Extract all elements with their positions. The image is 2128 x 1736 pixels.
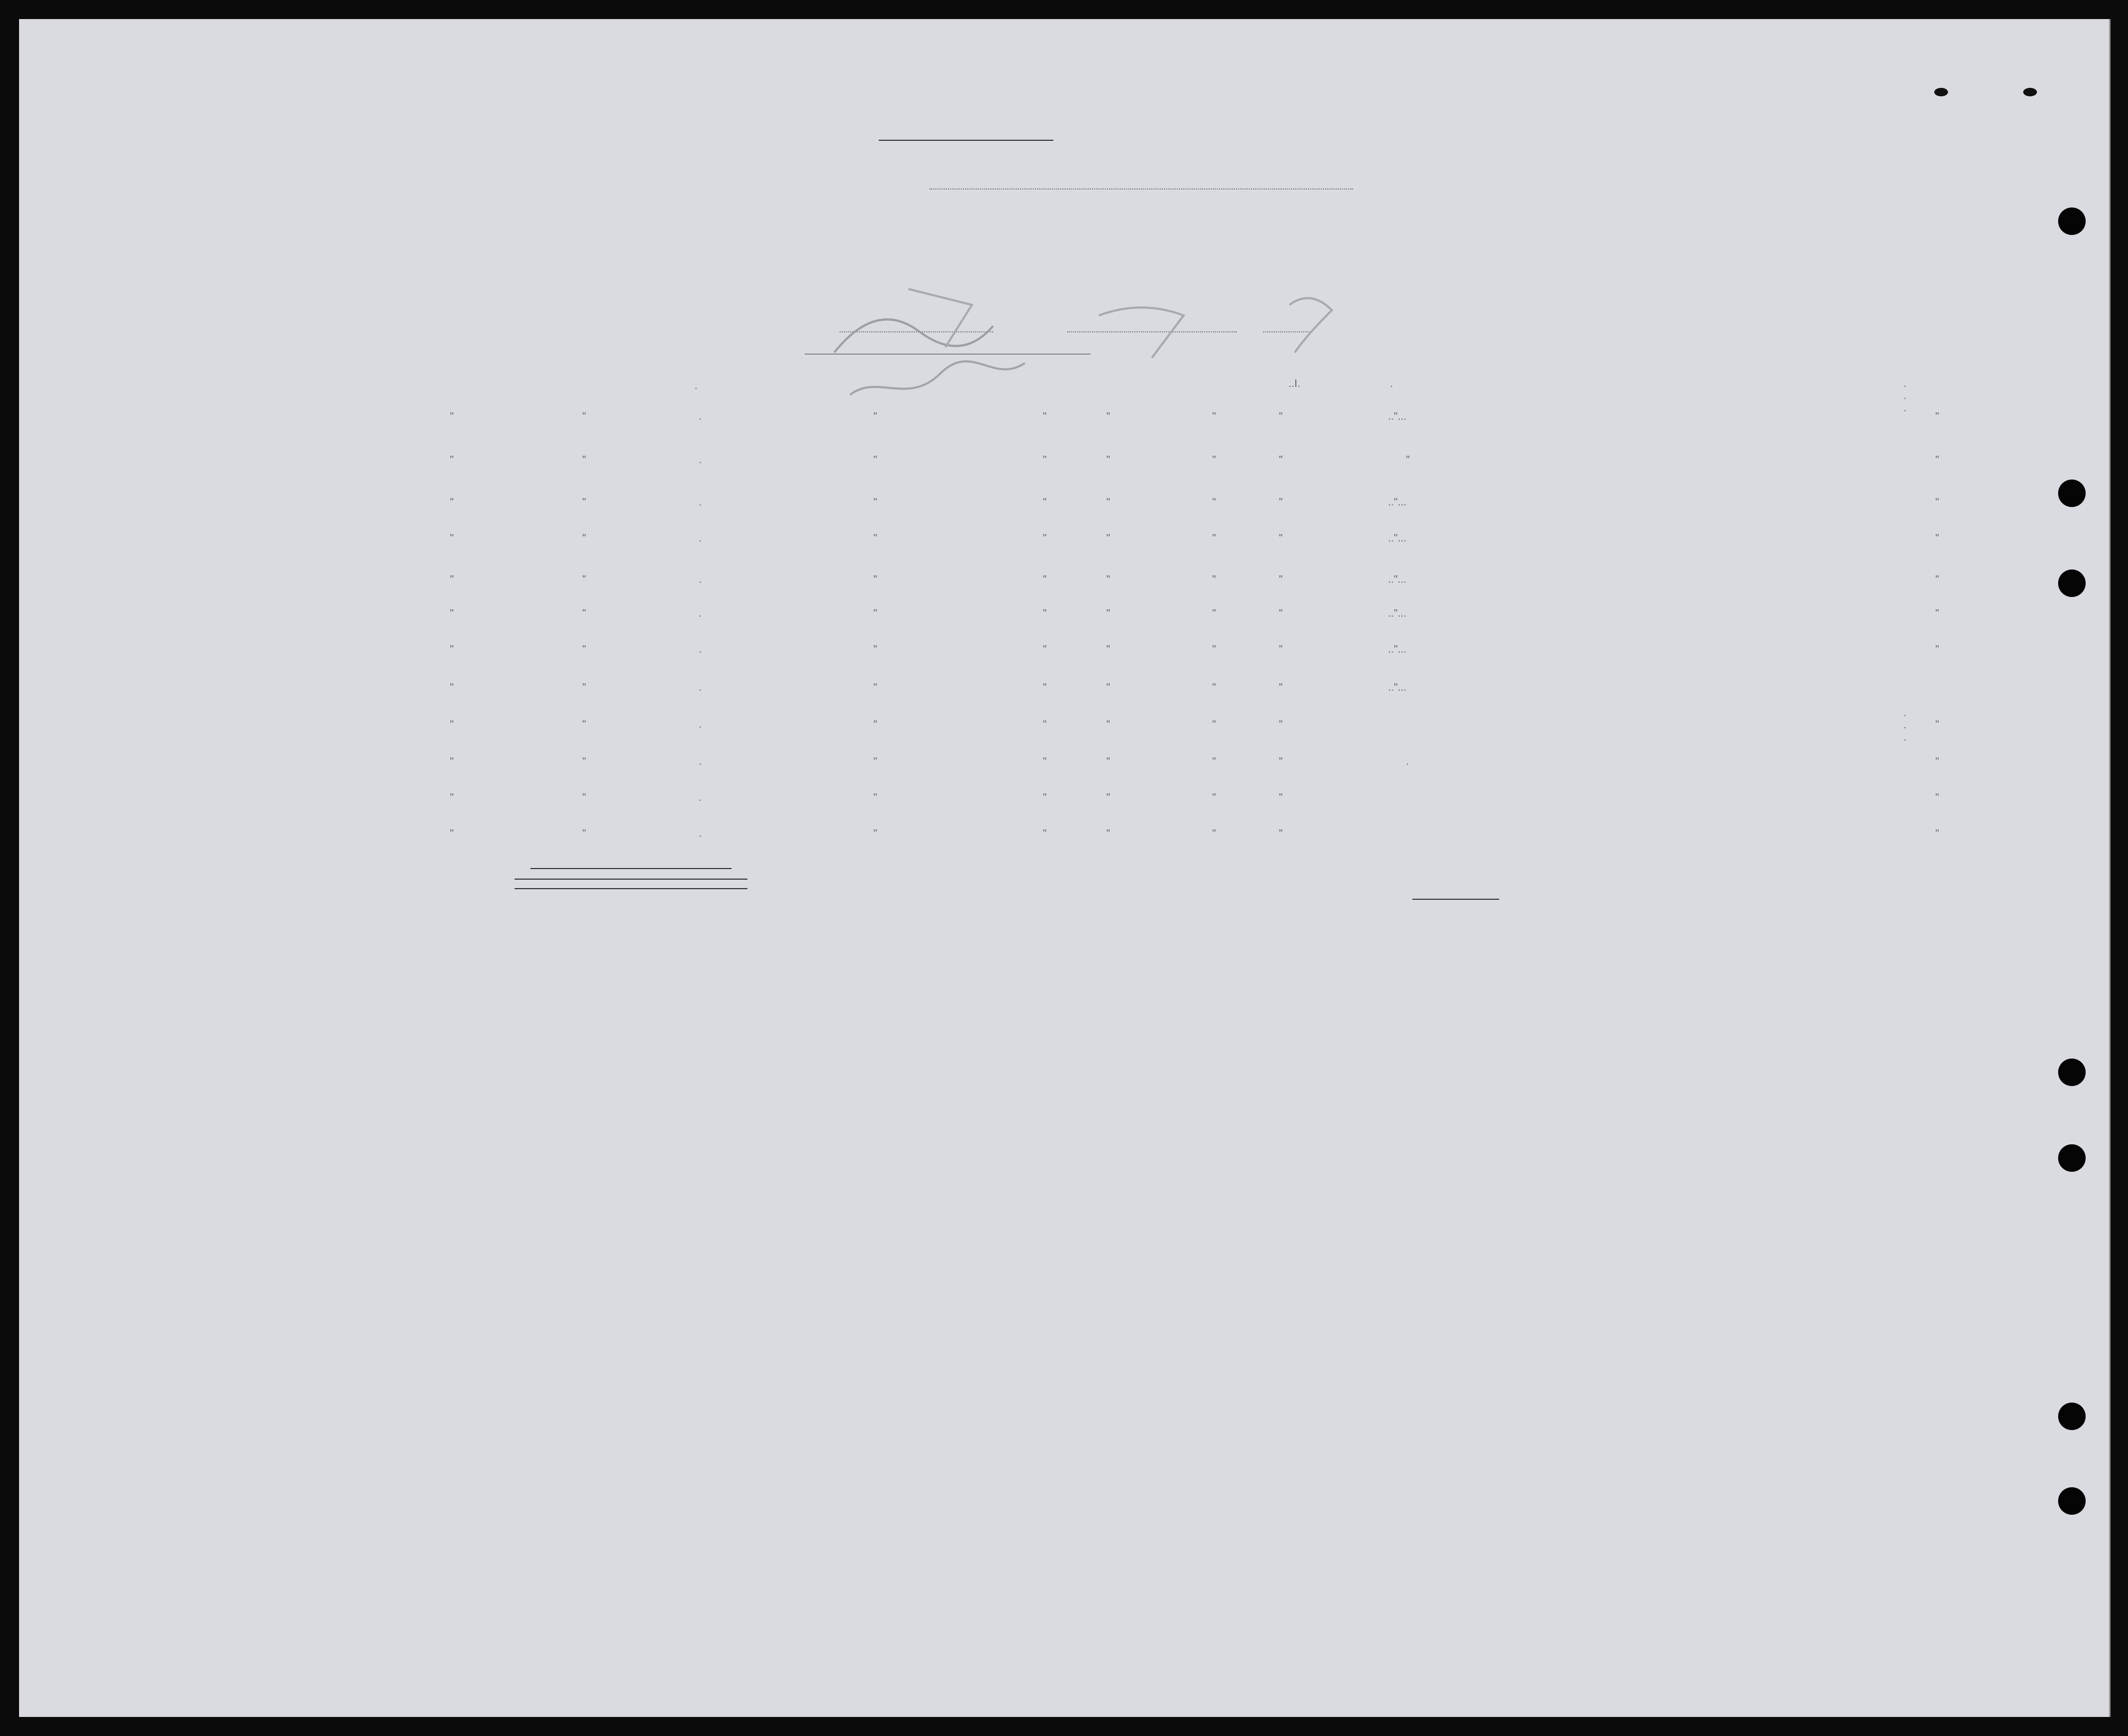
punch-hole <box>2058 207 2086 235</box>
punch-hole <box>2058 1059 2086 1086</box>
notice-section <box>234 862 1047 901</box>
punch-hole <box>2058 1403 2086 1430</box>
divider <box>879 140 1053 141</box>
divider <box>515 888 747 889</box>
punch-hole <box>1934 88 1948 96</box>
punch-hole <box>2058 1144 2086 1172</box>
faint-handwriting <box>771 268 1395 427</box>
divider <box>1412 899 1499 900</box>
punch-hole <box>2058 569 2086 597</box>
divider <box>530 868 732 869</box>
punch-hole <box>2058 480 2086 507</box>
inspector-line <box>805 354 1090 355</box>
divider <box>515 879 747 880</box>
punch-hole <box>2023 88 2037 96</box>
manifest-sheet: . ..I. . . . . " " . " " " " " .."... " " " . " " " " " " " " " . " " " " " .."... " " " . " " " " " .."... " " " . " " " " " .."... " " " . " " " " " .."... " " " . " " " " " .."... " " " . " " " " " .."... . . . " " . " " " " " " " " . " " " " " . " " " . " " " " " " " " . " " " " " " <box>19 19 2111 1717</box>
punch-hole <box>2058 1487 2086 1515</box>
vessel-line <box>930 188 1353 189</box>
